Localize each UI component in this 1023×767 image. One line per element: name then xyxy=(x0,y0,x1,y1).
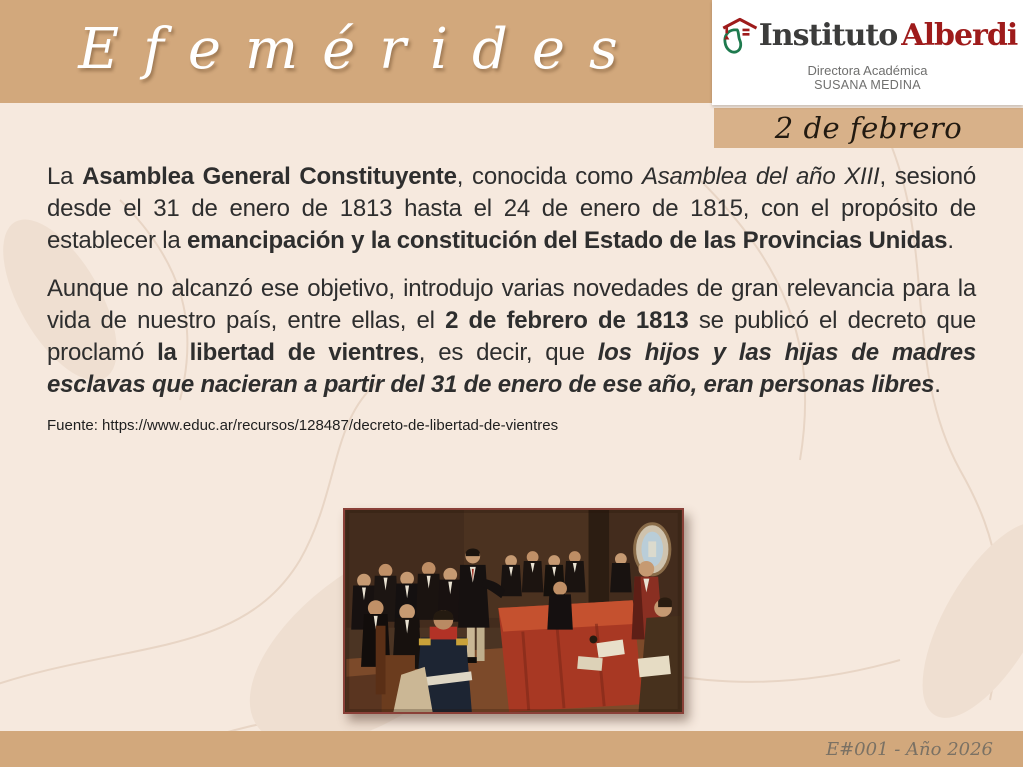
logo-name-secondary: Alberdi xyxy=(901,18,1018,54)
source-citation: Fuente: https://www.educ.ar/recursos/128487/decreto-de-libertad-de-vientres xyxy=(47,417,559,434)
assembly-painting xyxy=(343,508,684,714)
logo-subtitle-role: Directora Académica xyxy=(807,62,928,78)
logo-box xyxy=(712,0,1023,105)
logo-subtitle xyxy=(808,63,928,94)
footer-band xyxy=(0,731,1023,767)
logo-subtitle-name: SUSANA MEDINA xyxy=(814,78,921,93)
assembly-painting-art xyxy=(345,510,682,712)
paragraph-libertad-de-vientres: Aunque no alcanzó ese objetivo, introdujo varias novedades de gran relevancia para la vida de nuestro país, entre ellas, el 2 de febrero de 1813 se publicó el decreto que proclamó la libertad de vientres, es decir, que los hijos y las hijas de madres esclavas que nacieran a partir del 31 de enero de ese año, eran personas libres. xyxy=(47,275,977,398)
logo-wordmark xyxy=(759,18,1017,53)
date-banner xyxy=(714,108,1023,148)
date-banner-label: 2 de febrero xyxy=(774,111,963,145)
logo-name-primary: Instituto xyxy=(758,18,898,54)
footer-edition-label: E#001 - Año 2026 xyxy=(825,738,993,760)
paragraph-asamblea: La Asamblea General Constituyente, conocida como Asamblea del año XIII, sesionó desde el 31 de enero de 1813 hasta el 24 de enero de 1815, con el propósito de establecer la emancipación y la constitución del Estado de las Provincias Unidas. xyxy=(47,163,977,254)
body-content xyxy=(47,161,976,434)
page-title: Efemérides xyxy=(78,17,642,82)
logo-row xyxy=(718,14,1017,58)
alberdi-crest-icon xyxy=(718,14,760,58)
